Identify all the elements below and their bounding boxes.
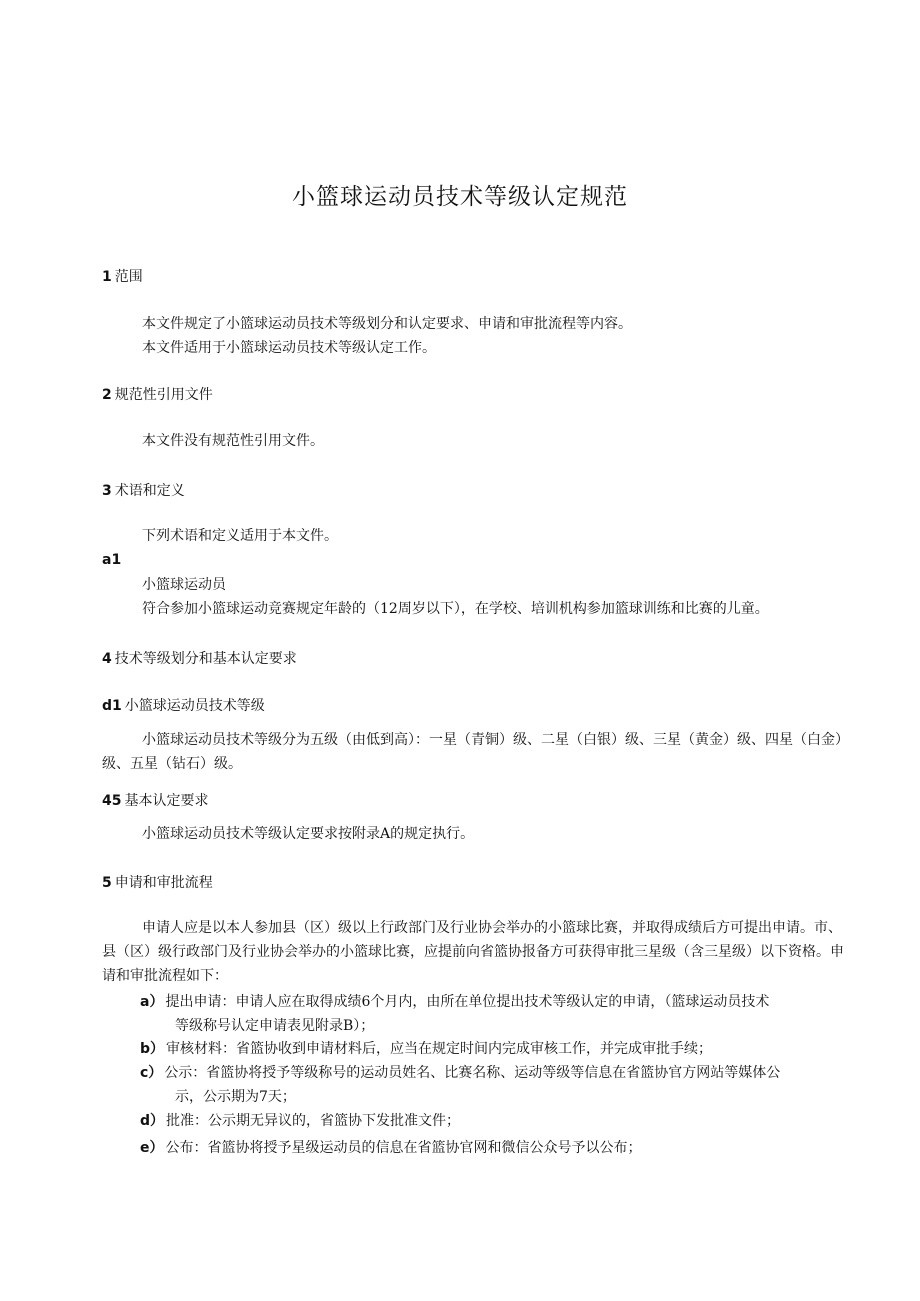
list-item: b） 审核材料：省篮协收到申请材料后，应当在规定时间内完成审核工作，并完成审批手续； (140, 1041, 713, 1057)
section-2-heading (102, 384, 213, 404)
section-title: 范围 (114, 269, 143, 285)
document-title: 小篮球运动员技术等级认定规范 (292, 184, 628, 210)
subsection-number: 45 (102, 793, 122, 809)
section-4-heading (102, 648, 297, 668)
list-item: e） 公布：省篮协将授予星级运动员的信息在省篮协官网和微信公众号予以公布； (140, 1140, 642, 1156)
paragraph: 本文件规定了小篮球运动员技术等级划分和认定要求、申请和审批流程等内容。 (142, 316, 632, 332)
paragraph: 下列术语和定义适用于本文件。 (142, 528, 338, 544)
list-item: d） 批准：公示期无异议的，省篮协下发批准文件； (140, 1113, 461, 1129)
paragraph: 申请人应是以本人参加县（区）级以上行政部门及行业协会举办的小篮球比赛，并取得成绩后方可提出申请。市、县（区）级行政部门及行业协会举办的小篮球比赛，应提前向省篮协报备方可获得审批三星级（含三星级）以下资格。申请和审批流程如下： (102, 920, 844, 984)
list-item: c） 公示：省篮协将授予等级称号的运动员姓名、比赛名称、运动等级等信息在省篮协官方网站等媒体公 示，公示期为7天； (140, 1065, 781, 1105)
paragraph: 本文件适用于小篮球运动员技术等级认定工作。 (142, 340, 436, 356)
section-number: 4 (102, 651, 112, 667)
section-title: 规范性引用文件 (114, 387, 213, 403)
subsection-title: 基本认定要求 (124, 793, 209, 809)
term-name: 小篮球运动员 (142, 577, 226, 593)
subsection-title: 小篮球运动员技术等级 (124, 698, 265, 714)
paragraph: 小篮球运动员技术等级分为五级（由低到高）：一星（青铜）级、二星（白银）级、三星（黄金）级、四星（白金）级、五星（钻石）级。 (102, 732, 849, 772)
term-definition: 符合参加小篮球运动竞赛规定年龄的（12周岁以下），在学校、培训机构参加篮球训练和比赛的儿童。 (142, 601, 769, 617)
section-5-heading (102, 872, 213, 892)
subsection-number: d1 (102, 698, 122, 714)
paragraph: 本文件没有规范性引用文件。 (142, 433, 324, 449)
section-title: 技术等级划分和基本认定要求 (114, 651, 297, 667)
section-number: 3 (102, 483, 112, 499)
section-1-heading (102, 266, 143, 286)
list-item: a） 提出申请：申请人应在取得成绩6个月内，由所在单位提出技术等级认定的申请，（篮球运动员技术 等级称号认定申请表见附录B）； (140, 994, 770, 1034)
paragraph: 小篮球运动员技术等级认定要求按附录A的规定执行。 (142, 826, 475, 842)
section-3-heading (102, 480, 185, 500)
section-number: 1 (102, 269, 112, 285)
section-title: 申请和审批流程 (114, 875, 213, 891)
section-title: 术语和定义 (114, 483, 185, 499)
subsection-heading (102, 790, 208, 810)
section-number: 5 (102, 875, 112, 891)
section-number: 2 (102, 387, 112, 403)
subsection-heading (102, 695, 265, 715)
term-number: a1 (102, 552, 122, 568)
